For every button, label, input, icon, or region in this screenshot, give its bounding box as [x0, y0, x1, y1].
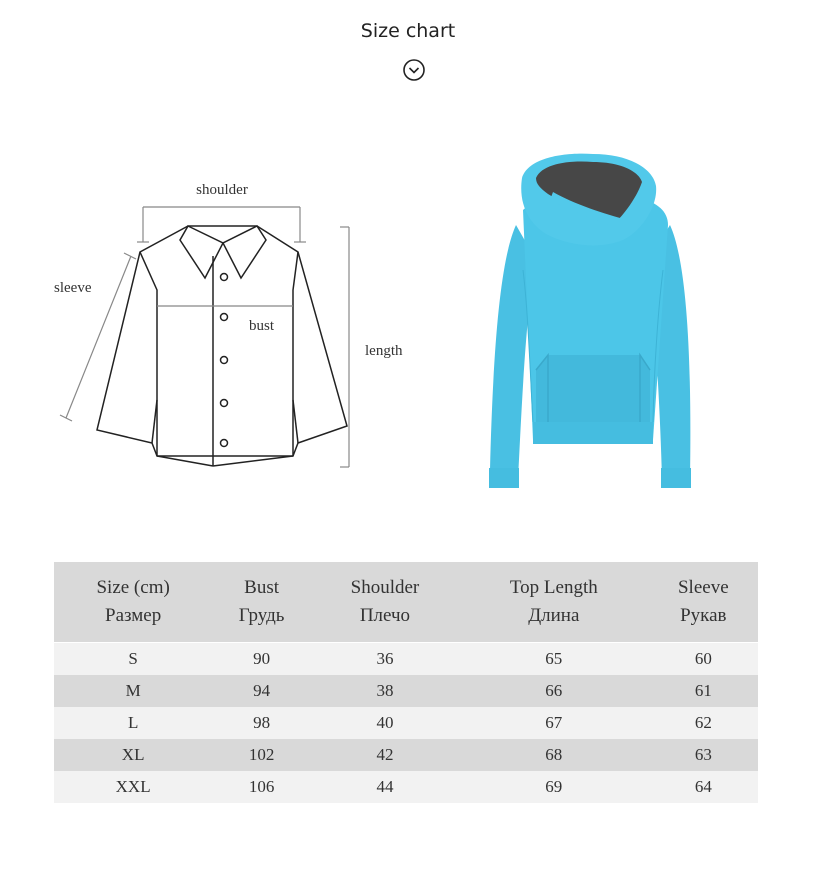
column-header-shoulder: Shoulder Плечо [311, 562, 459, 643]
table-cell: 40 [311, 707, 459, 739]
table-cell: 44 [311, 771, 459, 803]
chevron-down-circle-icon[interactable] [402, 58, 426, 82]
table-cell: 36 [311, 643, 459, 676]
table-cell: 63 [649, 739, 758, 771]
table-row [54, 739, 758, 771]
table-cell: 69 [459, 771, 649, 803]
table-cell: S [54, 643, 212, 676]
table-cell: 102 [212, 739, 311, 771]
column-header-length: Top Length Длина [459, 562, 649, 643]
size-table-header-row [54, 562, 758, 643]
table-row [54, 771, 758, 803]
bust-label: bust [249, 318, 275, 334]
sleeve-label: sleeve [54, 280, 92, 296]
table-cell: 106 [212, 771, 311, 803]
shirt-outline [97, 226, 347, 466]
table-cell: 60 [649, 643, 758, 676]
sleeve-dimension-line [60, 253, 136, 421]
column-header-sleeve: Sleeve Рукав [649, 562, 758, 643]
table-cell: 65 [459, 643, 649, 676]
table-cell: 38 [311, 675, 459, 707]
column-header-size: Size (cm) Размер [54, 562, 212, 643]
length-dimension-line [340, 227, 349, 467]
table-cell: 42 [311, 739, 459, 771]
shirt-buttons [221, 274, 228, 447]
length-label: length [365, 343, 403, 359]
table-cell: M [54, 675, 212, 707]
table-row [54, 643, 758, 676]
page-title: Size chart [360, 20, 456, 42]
table-cell: 68 [459, 739, 649, 771]
table-row [54, 675, 758, 707]
table-cell: 64 [649, 771, 758, 803]
table-cell: 67 [459, 707, 649, 739]
hoodie-photo [478, 150, 708, 495]
table-cell: 90 [212, 643, 311, 676]
size-table [54, 562, 758, 803]
table-row [54, 707, 758, 739]
table-cell: 62 [649, 707, 758, 739]
shoulder-label: shoulder [196, 182, 248, 198]
table-cell: XXL [54, 771, 212, 803]
table-cell: 66 [459, 675, 649, 707]
table-cell: 61 [649, 675, 758, 707]
table-cell: XL [54, 739, 212, 771]
table-cell: 98 [212, 707, 311, 739]
measurement-diagram [40, 160, 440, 490]
column-header-bust: Bust Грудь [212, 562, 311, 643]
shoulder-dimension-line [137, 207, 306, 242]
table-cell: 94 [212, 675, 311, 707]
table-cell: L [54, 707, 212, 739]
